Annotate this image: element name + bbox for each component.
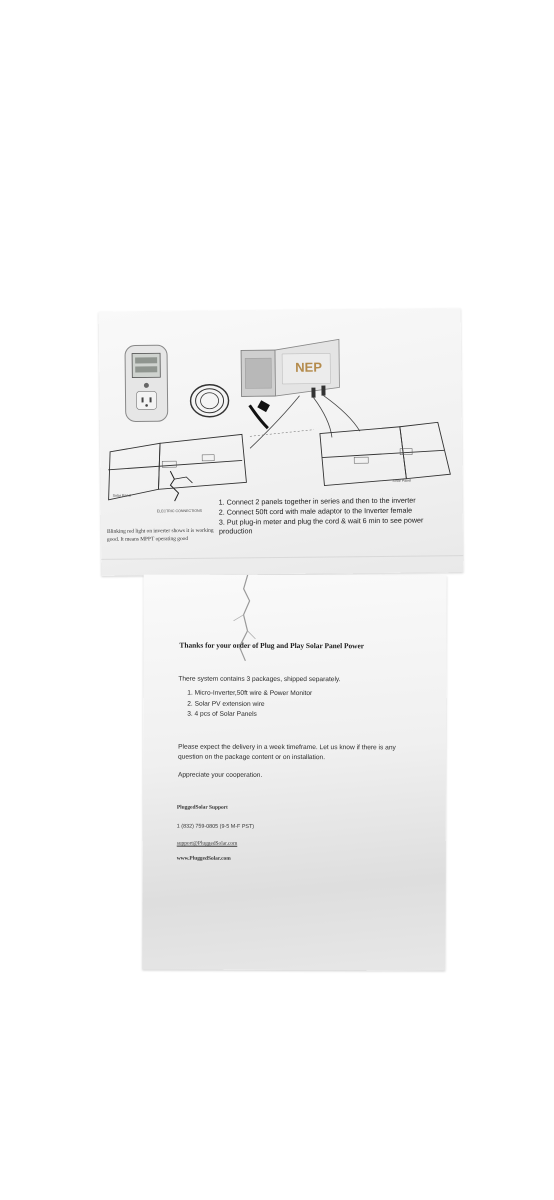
step-1: 1. Connect 2 panels together in series and then to the inverter — [218, 495, 416, 507]
micro-inverter-icon — [241, 339, 340, 398]
step-3: 3. Put plug-in meter and plug the cord & wait 6 min to see power production — [218, 515, 424, 536]
solar-panel-label-left: Solar Panel — [112, 493, 132, 498]
letter-title: Thanks for your order of Plug and Play Solar Panel Power — [179, 640, 365, 651]
wiring-diagram-sheet — [99, 308, 464, 576]
support-website: www.PluggedSolar.com — [176, 855, 231, 862]
solar-panel-label-right: Solar Panel — [392, 478, 412, 483]
package-item: 3. 4 pcs of Solar Panels — [187, 710, 257, 718]
installation-steps — [219, 495, 459, 537]
package-item: 2. Solar PV extension wire — [187, 700, 265, 708]
step-2: 2. Connect 50ft cord with male adaptor to the Inverter female — [218, 505, 413, 517]
solar-panels-left — [108, 434, 247, 499]
letter-intro: There system contains 3 packages, shipped separately. — [178, 675, 341, 684]
order-letter-sheet — [142, 574, 446, 970]
brand-label: NEP — [295, 359, 323, 375]
package-item: 1. Micro-Inverter,50ft wire & Power Monitor — [187, 689, 313, 698]
power-meter-icon — [125, 345, 168, 421]
support-phone: 1 (832) 759-0805 (9-5 M-F PST) — [176, 823, 255, 830]
package-list — [187, 689, 312, 721]
solar-panels-right — [320, 422, 451, 485]
tear-mark-icon — [229, 575, 259, 675]
blink-note: Blinking red light on inverter shows it is working good. It means MPPT operating good — [106, 527, 214, 543]
appreciation-line: Appreciate your cooperation. — [177, 771, 263, 779]
support-heading: PluggedSolar Support — [176, 804, 228, 811]
coiled-cable-icon — [190, 385, 228, 417]
delivery-note: Please expect the delivery in a week timeframe. Let us know if there is any question on the package content or on installation. — [178, 743, 396, 762]
support-email: support@PluggedSolar.com — [176, 840, 238, 847]
electric-connections-label: ELECTRIC CONNECTIONS — [156, 508, 203, 514]
